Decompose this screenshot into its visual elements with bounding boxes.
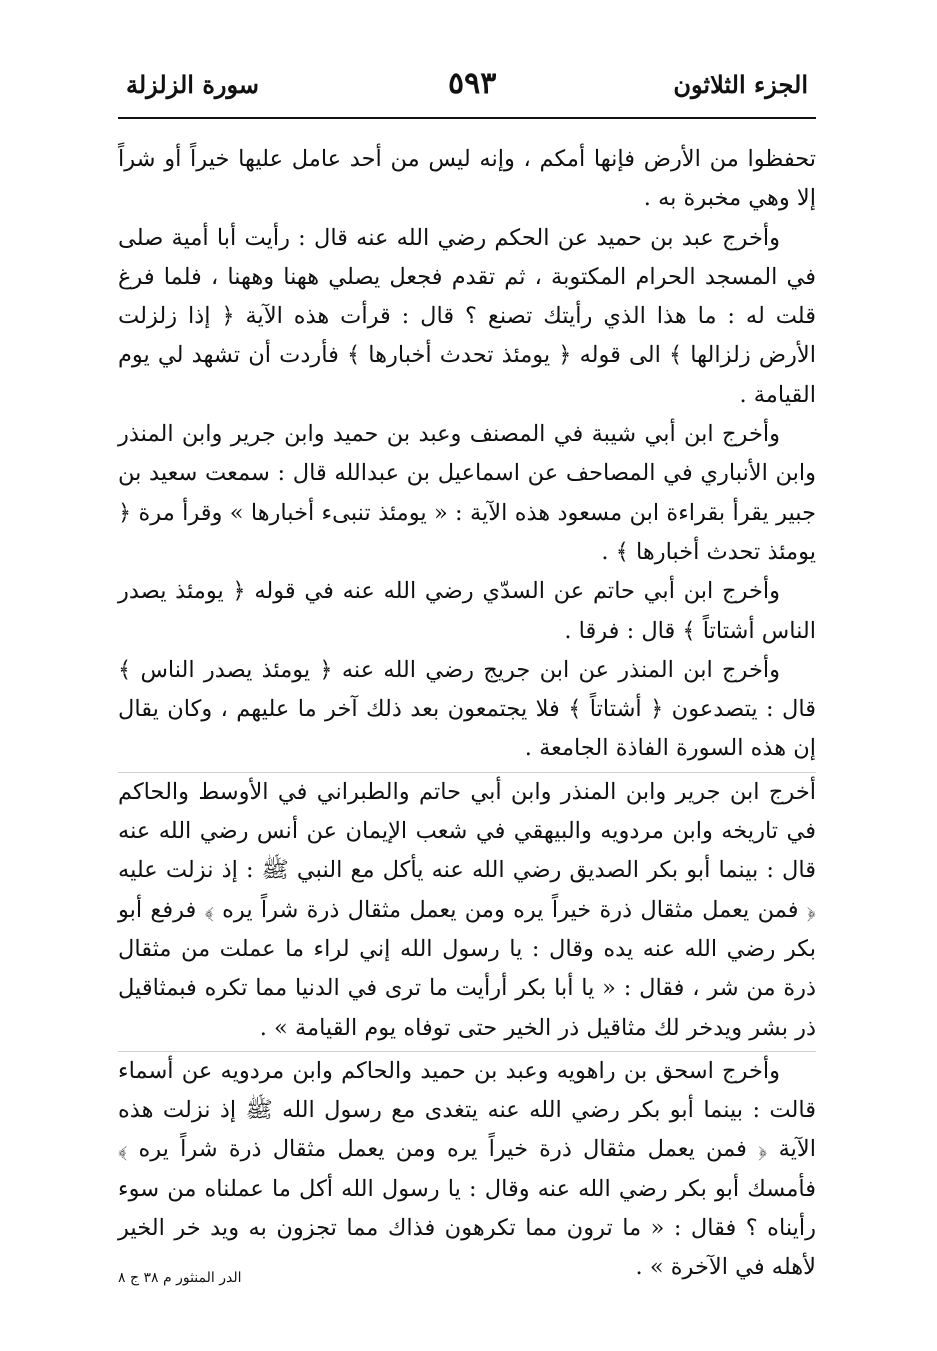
running-header [118, 66, 818, 118]
paragraph-4: وأخرج ابن أبي حاتم عن السدّي رضي الله عنه في قوله ﴿ يومئذ يصدر الناس أشتاتاً ﴾ قال : فرقا . [118, 578, 816, 644]
header-rule [118, 117, 816, 119]
footer-signature: الدر المنثور م ٣٨ ج ٨ [118, 1270, 242, 1286]
paragraph-6: أخرج ابن جرير وابن المنذر وابن أبي حاتم والطبراني في الأوسط والحاكم في تاريخه وابن مردويه والبيهقي في شعب الإيمان عن أنس رضي الله عنه قال : بينما أبو بكر الصديق رضي الله عنه يأكل مع النبي ﷺ : إذ نزلت عليه ﴿ فمن يعمل مثقال ذرة خيراً يره ومن يعمل مثقال ذرة شراً يره ﴾ فرفع أبو بكر رضي الله عنه يده وقال : يا رسول الله إني لراء ما عملت من مثقال ذرة من شر ، فقال : « يا أبا بكر أرأيت ما ترى في الدنيا مما تكره فبمثاقيل ذر بشر ويدخر لك مثاقيل ذر الخير حتى توفاه يوم القيامة » . [118, 772, 816, 1048]
surah-title: سورة الزلزلة [126, 70, 259, 99]
paragraph-1: تحفظوا من الأرض فإنها أمكم ، وإنه ليس من أحد عامل عليها خيراً أو شراً إلا وهي مخبرة به . [118, 146, 816, 212]
paragraph-3: وأخرج ابن أبي شيبة في المصنف وعبد بن حميد وابن جرير وابن المنذر وابن الأنباري في المصاحف عن اسماعيل بن عبدالله قال : سمعت سعيد بن جبير يقرأ بقراءة ابن مسعود هذه الآية : « يومئذ تنبىء أخبارها » وقرأ مرة ﴿ يومئذ تحدث أخبارها ﴾ . [118, 421, 816, 565]
paragraph-5: وأخرج ابن المنذر عن ابن جريج رضي الله عنه ﴿ يومئذ يصدر الناس ﴾ قال : يتصدعون ﴿ أشتاتاً ﴾ فلا يجتمعون بعد ذلك آخر ما عليهم ، وكان يقال إن هذه السورة الفاذة الجامعة . [118, 656, 816, 762]
part-title: الجزء الثلاثون [673, 70, 808, 99]
body-text [118, 140, 816, 1288]
paragraph-2: وأخرج عبد بن حميد عن الحكم رضي الله عنه قال : رأيت أبا أمية صلى في المسجد الحرام المكتوبة ، ثم تقدم فجعل يصلي ههنا وههنا ، فلما فرغ قلت له : ما هذا الذي رأيتك تصنع ؟ قال : قرأت هذه الآية ﴿ إذا زلزلت الأرض زلزالها ﴾ الى قوله ﴿ يومئذ تحدث أخبارها ﴾ فأردت أن تشهد لي يوم القيامة . [118, 224, 816, 408]
page-number: ٥٩٣ [448, 66, 497, 101]
paragraph-7: وأخرج اسحق بن راهويه وعبد بن حميد والحاكم وابن مردويه عن أسماء قالت : بينما أبو بكر رضي الله عنه يتغدى مع رسول الله ﷺ إذ نزلت هذه الآية ﴿ فمن يعمل مثقال ذرة خيراً يره ومن يعمل مثقال ذرة شراً يره ﴾ فأمسك أبو بكر رضي الله عنه وقال : يا رسول الله أكل ما عملناه من سوء رأيناه ؟ فقال : « ما ترون مما تكرهون فذاك مما تجزون به ويد خر الخير لأهله في الآخرة » . [118, 1051, 816, 1288]
